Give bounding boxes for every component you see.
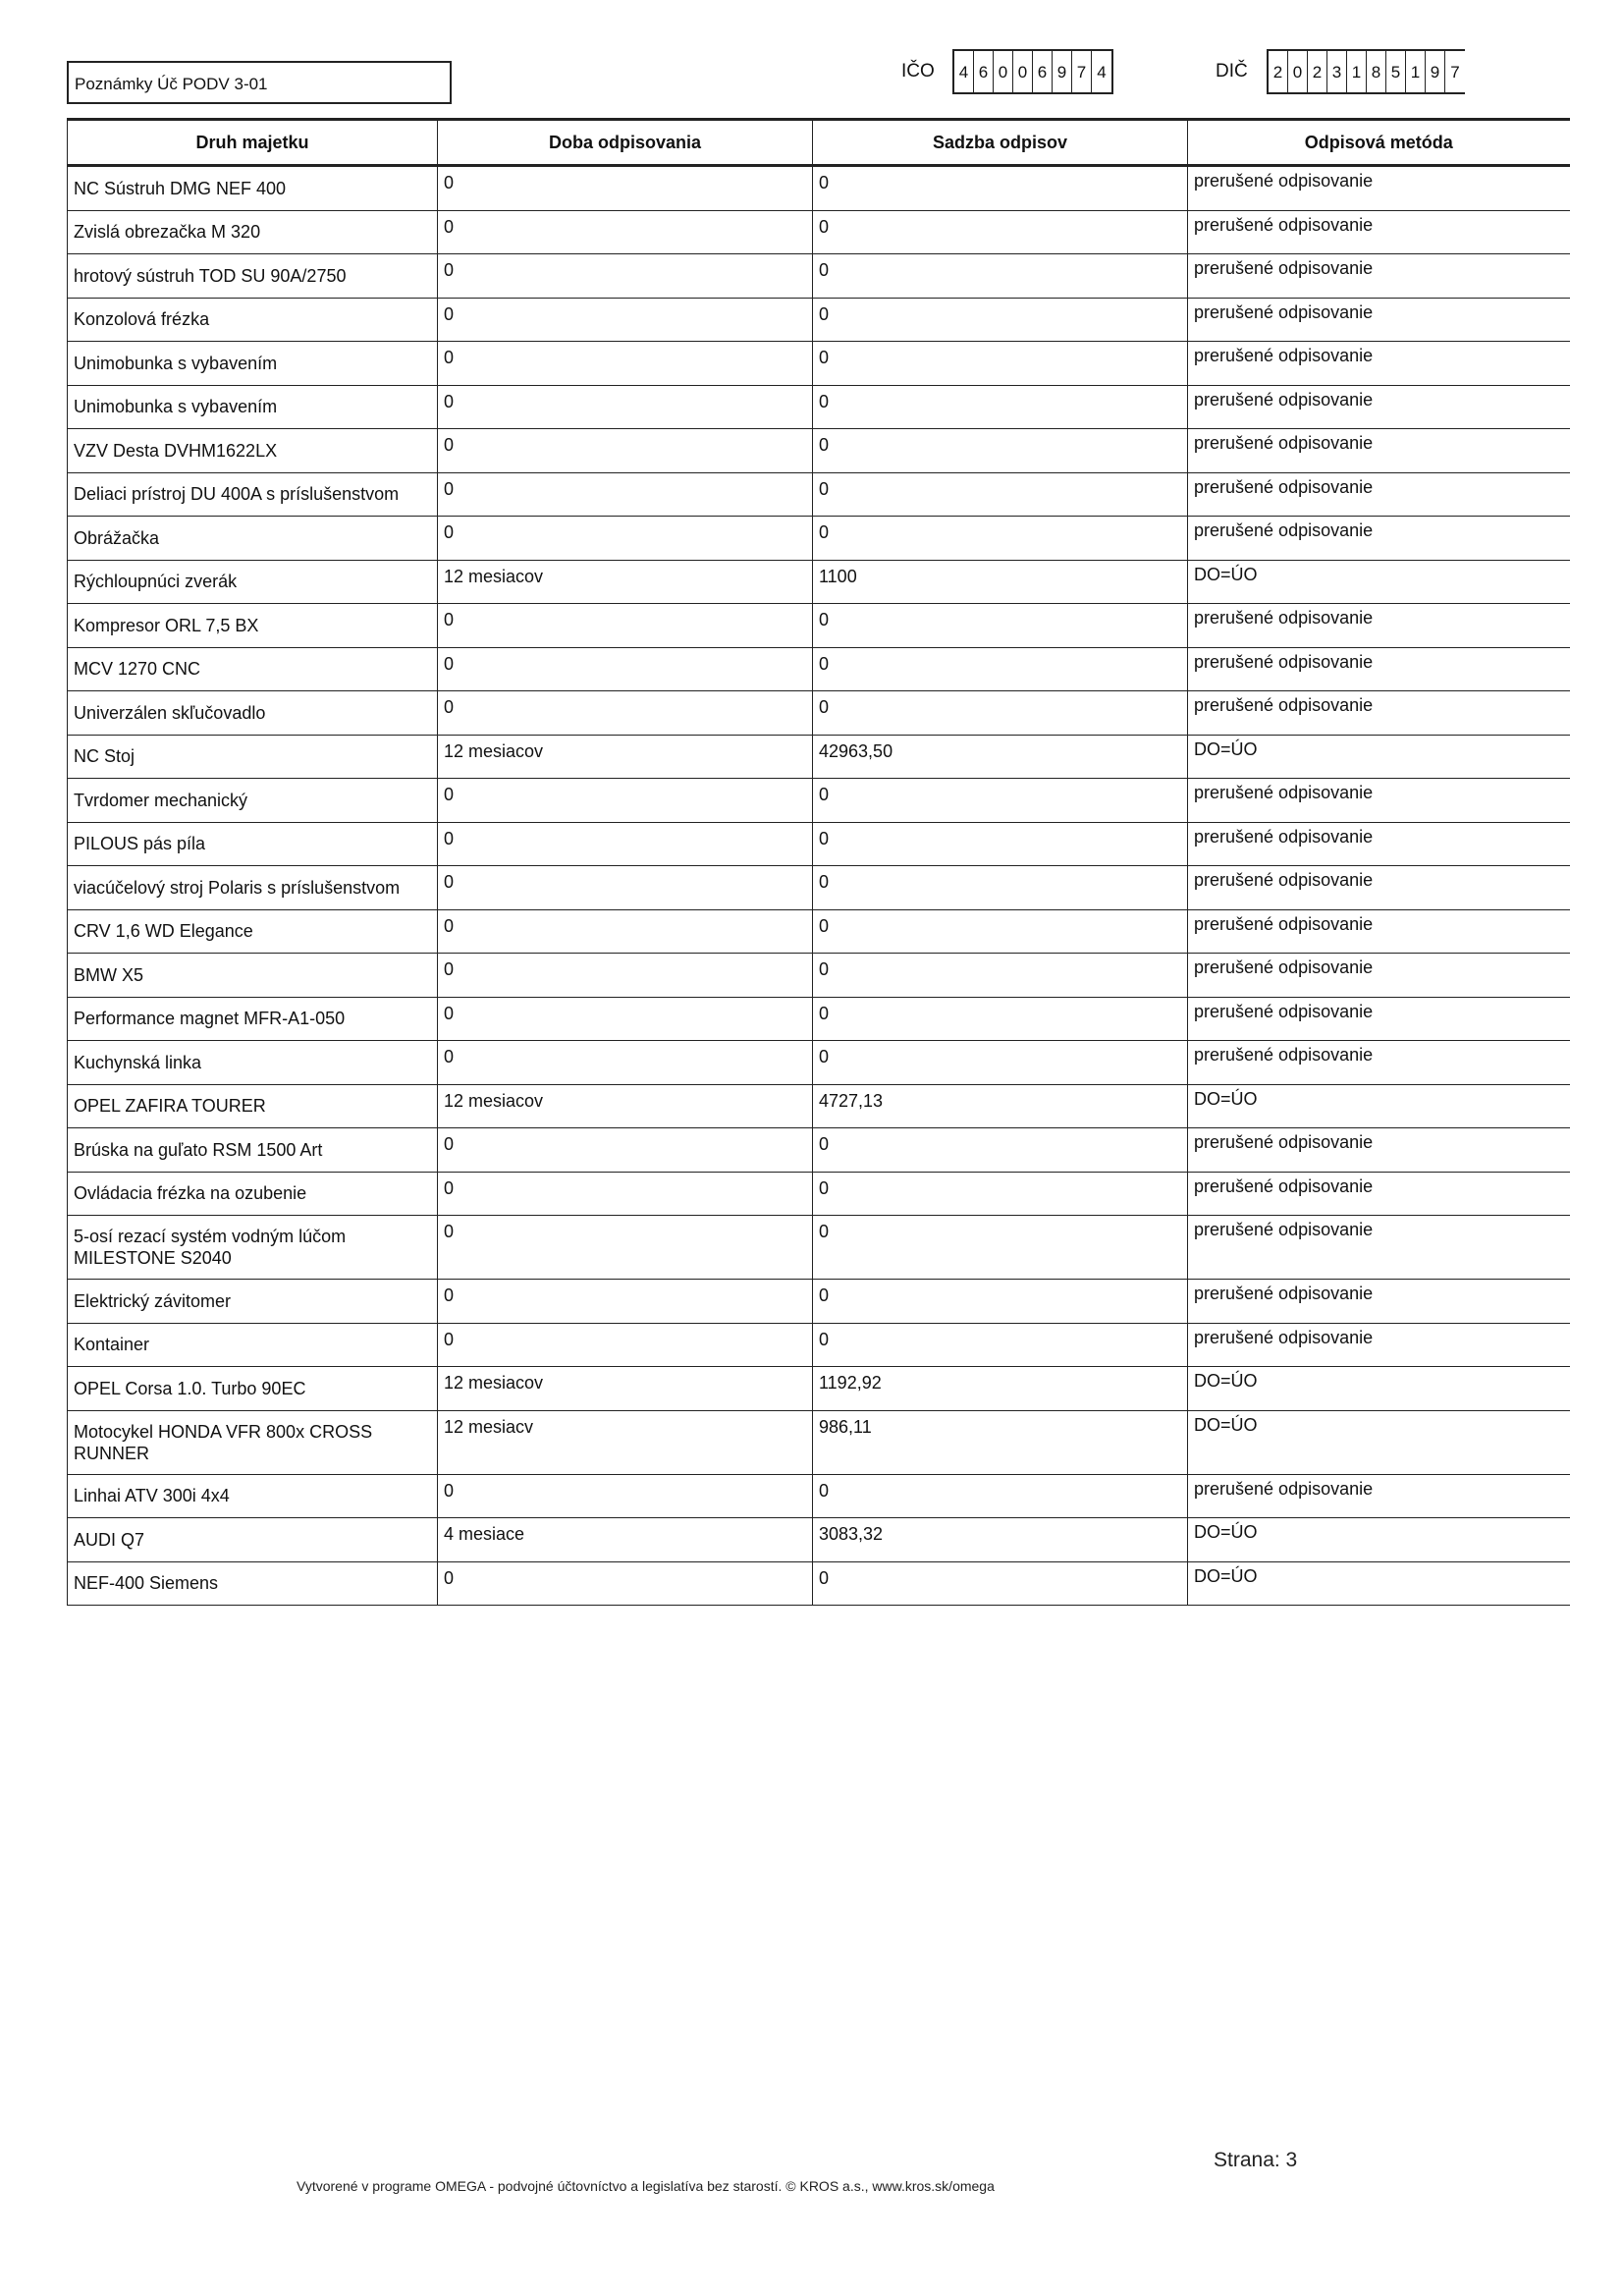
column-header-sadzba-odpisov: Sadzba odpisov [813,120,1188,166]
depreciation-method-cell: prerušené odpisovanie [1188,517,1570,561]
depreciation-period-cell: 0 [438,254,813,299]
asset-name-cell: OPEL Corsa 1.0. Turbo 90EC [68,1367,438,1411]
depreciation-method-cell: prerušené odpisovanie [1188,298,1570,342]
depreciation-period-cell: 0 [438,517,813,561]
depreciation-rate-cell: 0 [813,1280,1188,1324]
depreciation-period-cell: 12 mesiacov [438,735,813,779]
depreciation-rate-cell: 0 [813,647,1188,691]
depreciation-period-cell: 0 [438,1561,813,1606]
depreciation-method-cell: prerušené odpisovanie [1188,954,1570,998]
depreciation-rate-cell: 0 [813,1474,1188,1518]
asset-name-cell: Unimobunka s vybavením [68,385,438,429]
depreciation-rate-cell: 0 [813,298,1188,342]
depreciation-method-cell: DO=ÚO [1188,1367,1570,1411]
table-body [68,166,1570,1606]
ico-digit: 0 [994,51,1013,92]
depreciation-method-cell: prerušené odpisovanie [1188,1128,1570,1173]
depreciation-rate-cell: 0 [813,997,1188,1041]
asset-name-cell: Unimobunka s vybavením [68,342,438,386]
depreciation-rate-cell: 0 [813,866,1188,910]
depreciation-rate-cell: 4727,13 [813,1084,1188,1128]
depreciation-period-cell: 0 [438,342,813,386]
depreciation-method-cell: prerušené odpisovanie [1188,822,1570,866]
column-header-odpisova-metoda: Odpisová metóda [1188,120,1570,166]
depreciation-method-cell: DO=ÚO [1188,1518,1570,1562]
depreciation-method-cell: prerušené odpisovanie [1188,254,1570,299]
depreciation-period-cell: 0 [438,691,813,736]
ico-digit: 4 [954,51,974,92]
depreciation-method-cell: prerušené odpisovanie [1188,1041,1570,1085]
depreciation-period-cell: 0 [438,1041,813,1085]
table-row [68,1323,1570,1367]
asset-name-cell: hrotový sústruh TOD SU 90A/2750 [68,254,438,299]
depreciation-rate-cell: 1192,92 [813,1367,1188,1411]
asset-name-cell: NC Stoj [68,735,438,779]
ico-digit-boxes [952,49,1113,94]
depreciation-method-cell: prerušené odpisovanie [1188,866,1570,910]
table-row [68,385,1570,429]
dic-digit: 5 [1386,51,1406,92]
depreciation-rate-cell: 0 [813,342,1188,386]
depreciation-method-cell: prerušené odpisovanie [1188,385,1570,429]
ico-label: IČO [901,61,935,82]
depreciation-period-cell: 0 [438,298,813,342]
depreciation-rate-cell: 0 [813,909,1188,954]
depreciation-method-cell: prerušené odpisovanie [1188,472,1570,517]
asset-name-cell: Univerzálen skľučovadlo [68,691,438,736]
depreciation-period-cell: 0 [438,647,813,691]
depreciation-method-cell: prerušené odpisovanie [1188,647,1570,691]
asset-name-cell: NC Sústruh DMG NEF 400 [68,166,438,211]
asset-name-cell: AUDI Q7 [68,1518,438,1562]
depreciation-rate-cell: 0 [813,210,1188,254]
depreciation-method-cell: prerušené odpisovanie [1188,342,1570,386]
asset-name-cell: OPEL ZAFIRA TOURER [68,1084,438,1128]
depreciation-period-cell: 12 mesiacov [438,1084,813,1128]
depreciation-period-cell: 0 [438,1474,813,1518]
asset-name-cell: MCV 1270 CNC [68,647,438,691]
depreciation-rate-cell: 1100 [813,560,1188,604]
depreciation-period-cell: 0 [438,1216,813,1280]
depreciation-method-cell: prerušené odpisovanie [1188,166,1570,211]
table-row [68,691,1570,736]
depreciation-rate-cell: 0 [813,517,1188,561]
ico-digit: 6 [1033,51,1053,92]
depreciation-period-cell: 0 [438,954,813,998]
asset-name-cell: Ovládacia frézka na ozubenie [68,1172,438,1216]
depreciation-method-cell: prerušené odpisovanie [1188,691,1570,736]
depreciation-period-cell: 0 [438,604,813,648]
asset-name-cell: 5-osí rezací systém vodným lúčom MILESTONE S2040 [68,1216,438,1280]
table-row [68,254,1570,299]
table-row [68,1041,1570,1085]
depreciation-method-cell: DO=ÚO [1188,735,1570,779]
page-number: Strana: 3 [1214,2149,1298,2171]
table-row [68,909,1570,954]
table-row [68,342,1570,386]
dic-digit: 7 [1450,63,1460,82]
footer-note: Vytvorené v programe OMEGA - podvojné účtovníctvo a legislatíva bez starostí. © KROS a.s., www.kros.sk/omega [297,2178,995,2194]
table-row [68,779,1570,823]
table-row [68,298,1570,342]
depreciation-rate-cell: 42963,50 [813,735,1188,779]
asset-name-cell: BMW X5 [68,954,438,998]
depreciation-rate-cell: 0 [813,1128,1188,1173]
depreciation-period-cell: 0 [438,166,813,211]
table-row [68,735,1570,779]
depreciation-method-cell: prerušené odpisovanie [1188,909,1570,954]
depreciation-method-cell: DO=ÚO [1188,1561,1570,1606]
depreciation-rate-cell: 3083,32 [813,1518,1188,1562]
table-row [68,866,1570,910]
depreciation-period-cell: 0 [438,1128,813,1173]
depreciation-period-cell: 12 mesiacv [438,1410,813,1474]
depreciation-table [67,118,1570,1606]
depreciation-rate-cell: 0 [813,1216,1188,1280]
dic-digit-boxes [1267,49,1465,94]
depreciation-method-cell: prerušené odpisovanie [1188,604,1570,648]
depreciation-rate-cell: 0 [813,822,1188,866]
asset-name-cell: Deliaci prístroj DU 400A s príslušenstvom [68,472,438,517]
dic-digit: 9 [1426,51,1445,92]
ico-digit: 9 [1053,51,1072,92]
depreciation-period-cell: 0 [438,822,813,866]
dic-digit: 1 [1347,51,1367,92]
depreciation-period-cell: 0 [438,210,813,254]
table-row [68,647,1570,691]
depreciation-method-cell: prerušené odpisovanie [1188,429,1570,473]
depreciation-period-cell: 0 [438,1323,813,1367]
table-row [68,954,1570,998]
depreciation-period-cell: 0 [438,866,813,910]
table-row [68,1084,1570,1128]
depreciation-rate-cell: 0 [813,385,1188,429]
table-row [68,166,1570,211]
ico-digit: 6 [974,51,994,92]
depreciation-period-cell: 12 mesiacov [438,560,813,604]
depreciation-period-cell: 0 [438,909,813,954]
table-row [68,1561,1570,1606]
depreciation-method-cell: DO=ÚO [1188,560,1570,604]
depreciation-method-cell: prerušené odpisovanie [1188,1474,1570,1518]
depreciation-method-cell: DO=ÚO [1188,1410,1570,1474]
depreciation-method-cell: prerušené odpisovanie [1188,210,1570,254]
dic-digit: 3 [1327,51,1347,92]
asset-name-cell: Rýchloupnúci zverák [68,560,438,604]
depreciation-period-cell: 0 [438,385,813,429]
depreciation-method-cell: prerušené odpisovanie [1188,1172,1570,1216]
ico-digit: 0 [1013,51,1033,92]
table-row [68,517,1570,561]
table-row [68,822,1570,866]
asset-name-cell: Kuchynská linka [68,1041,438,1085]
depreciation-period-cell: 0 [438,1172,813,1216]
table-row [68,997,1570,1041]
depreciation-period-cell: 0 [438,779,813,823]
ico-digit: 4 [1097,63,1107,82]
table-row [68,1128,1570,1173]
asset-name-cell: viacúčelový stroj Polaris s príslušenstvom [68,866,438,910]
depreciation-rate-cell: 986,11 [813,1410,1188,1474]
depreciation-rate-cell: 0 [813,954,1188,998]
asset-name-cell: Konzolová frézka [68,298,438,342]
dic-digit: 1 [1406,51,1426,92]
ico-digit: 7 [1072,51,1092,92]
asset-name-cell: Tvrdomer mechanický [68,779,438,823]
asset-name-cell: VZV Desta DVHM1622LX [68,429,438,473]
depreciation-method-cell: prerušené odpisovanie [1188,1323,1570,1367]
depreciation-rate-cell: 0 [813,429,1188,473]
depreciation-method-cell: DO=ÚO [1188,1084,1570,1128]
asset-name-cell: CRV 1,6 WD Elegance [68,909,438,954]
table-row [68,429,1570,473]
dic-label: DIČ [1216,61,1248,82]
depreciation-rate-cell: 0 [813,166,1188,211]
depreciation-rate-cell: 0 [813,1041,1188,1085]
depreciation-method-cell: prerušené odpisovanie [1188,1280,1570,1324]
asset-name-cell: Linhai ATV 300i 4x4 [68,1474,438,1518]
depreciation-rate-cell: 0 [813,472,1188,517]
asset-name-cell: Performance magnet MFR-A1-050 [68,997,438,1041]
asset-name-cell: Obrážačka [68,517,438,561]
depreciation-rate-cell: 0 [813,691,1188,736]
table-row [68,604,1570,648]
dic-digit: 8 [1367,51,1386,92]
dic-digit: 0 [1288,51,1308,92]
depreciation-period-cell: 0 [438,997,813,1041]
depreciation-rate-cell: 0 [813,1172,1188,1216]
asset-name-cell: Zvislá obrezačka M 320 [68,210,438,254]
depreciation-method-cell: prerušené odpisovanie [1188,779,1570,823]
depreciation-method-cell: prerušené odpisovanie [1188,1216,1570,1280]
form-code-box: Poznámky Úč PODV 3-01 [67,61,452,104]
asset-name-cell: Brúska na guľato RSM 1500 Art [68,1128,438,1173]
table-row [68,1172,1570,1216]
depreciation-period-cell: 12 mesiacov [438,1367,813,1411]
depreciation-period-cell: 0 [438,1280,813,1324]
table-row [68,1518,1570,1562]
table-row [68,1367,1570,1411]
depreciation-period-cell: 4 mesiace [438,1518,813,1562]
table-row [68,1280,1570,1324]
depreciation-rate-cell: 0 [813,254,1188,299]
depreciation-rate-cell: 0 [813,779,1188,823]
table-row [68,472,1570,517]
table-row [68,1216,1570,1280]
asset-name-cell: Motocykel HONDA VFR 800x CROSS RUNNER [68,1410,438,1474]
column-header-druh-majetku: Druh majetku [68,120,438,166]
table-row [68,560,1570,604]
table-row [68,1410,1570,1474]
depreciation-period-cell: 0 [438,429,813,473]
dic-digit: 2 [1308,51,1327,92]
table-row [68,1474,1570,1518]
depreciation-period-cell: 0 [438,472,813,517]
depreciation-method-cell: prerušené odpisovanie [1188,997,1570,1041]
asset-name-cell: NEF-400 Siemens [68,1561,438,1606]
asset-name-cell: Kompresor ORL 7,5 BX [68,604,438,648]
asset-name-cell: Kontainer [68,1323,438,1367]
depreciation-rate-cell: 0 [813,1323,1188,1367]
depreciation-rate-cell: 0 [813,1561,1188,1606]
asset-name-cell: PILOUS pás píla [68,822,438,866]
column-header-doba-odpisovania: Doba odpisovania [438,120,813,166]
table-row [68,210,1570,254]
depreciation-rate-cell: 0 [813,604,1188,648]
asset-name-cell: Elektrický závitomer [68,1280,438,1324]
table-header-row [68,120,1570,166]
dic-digit: 2 [1269,51,1288,92]
